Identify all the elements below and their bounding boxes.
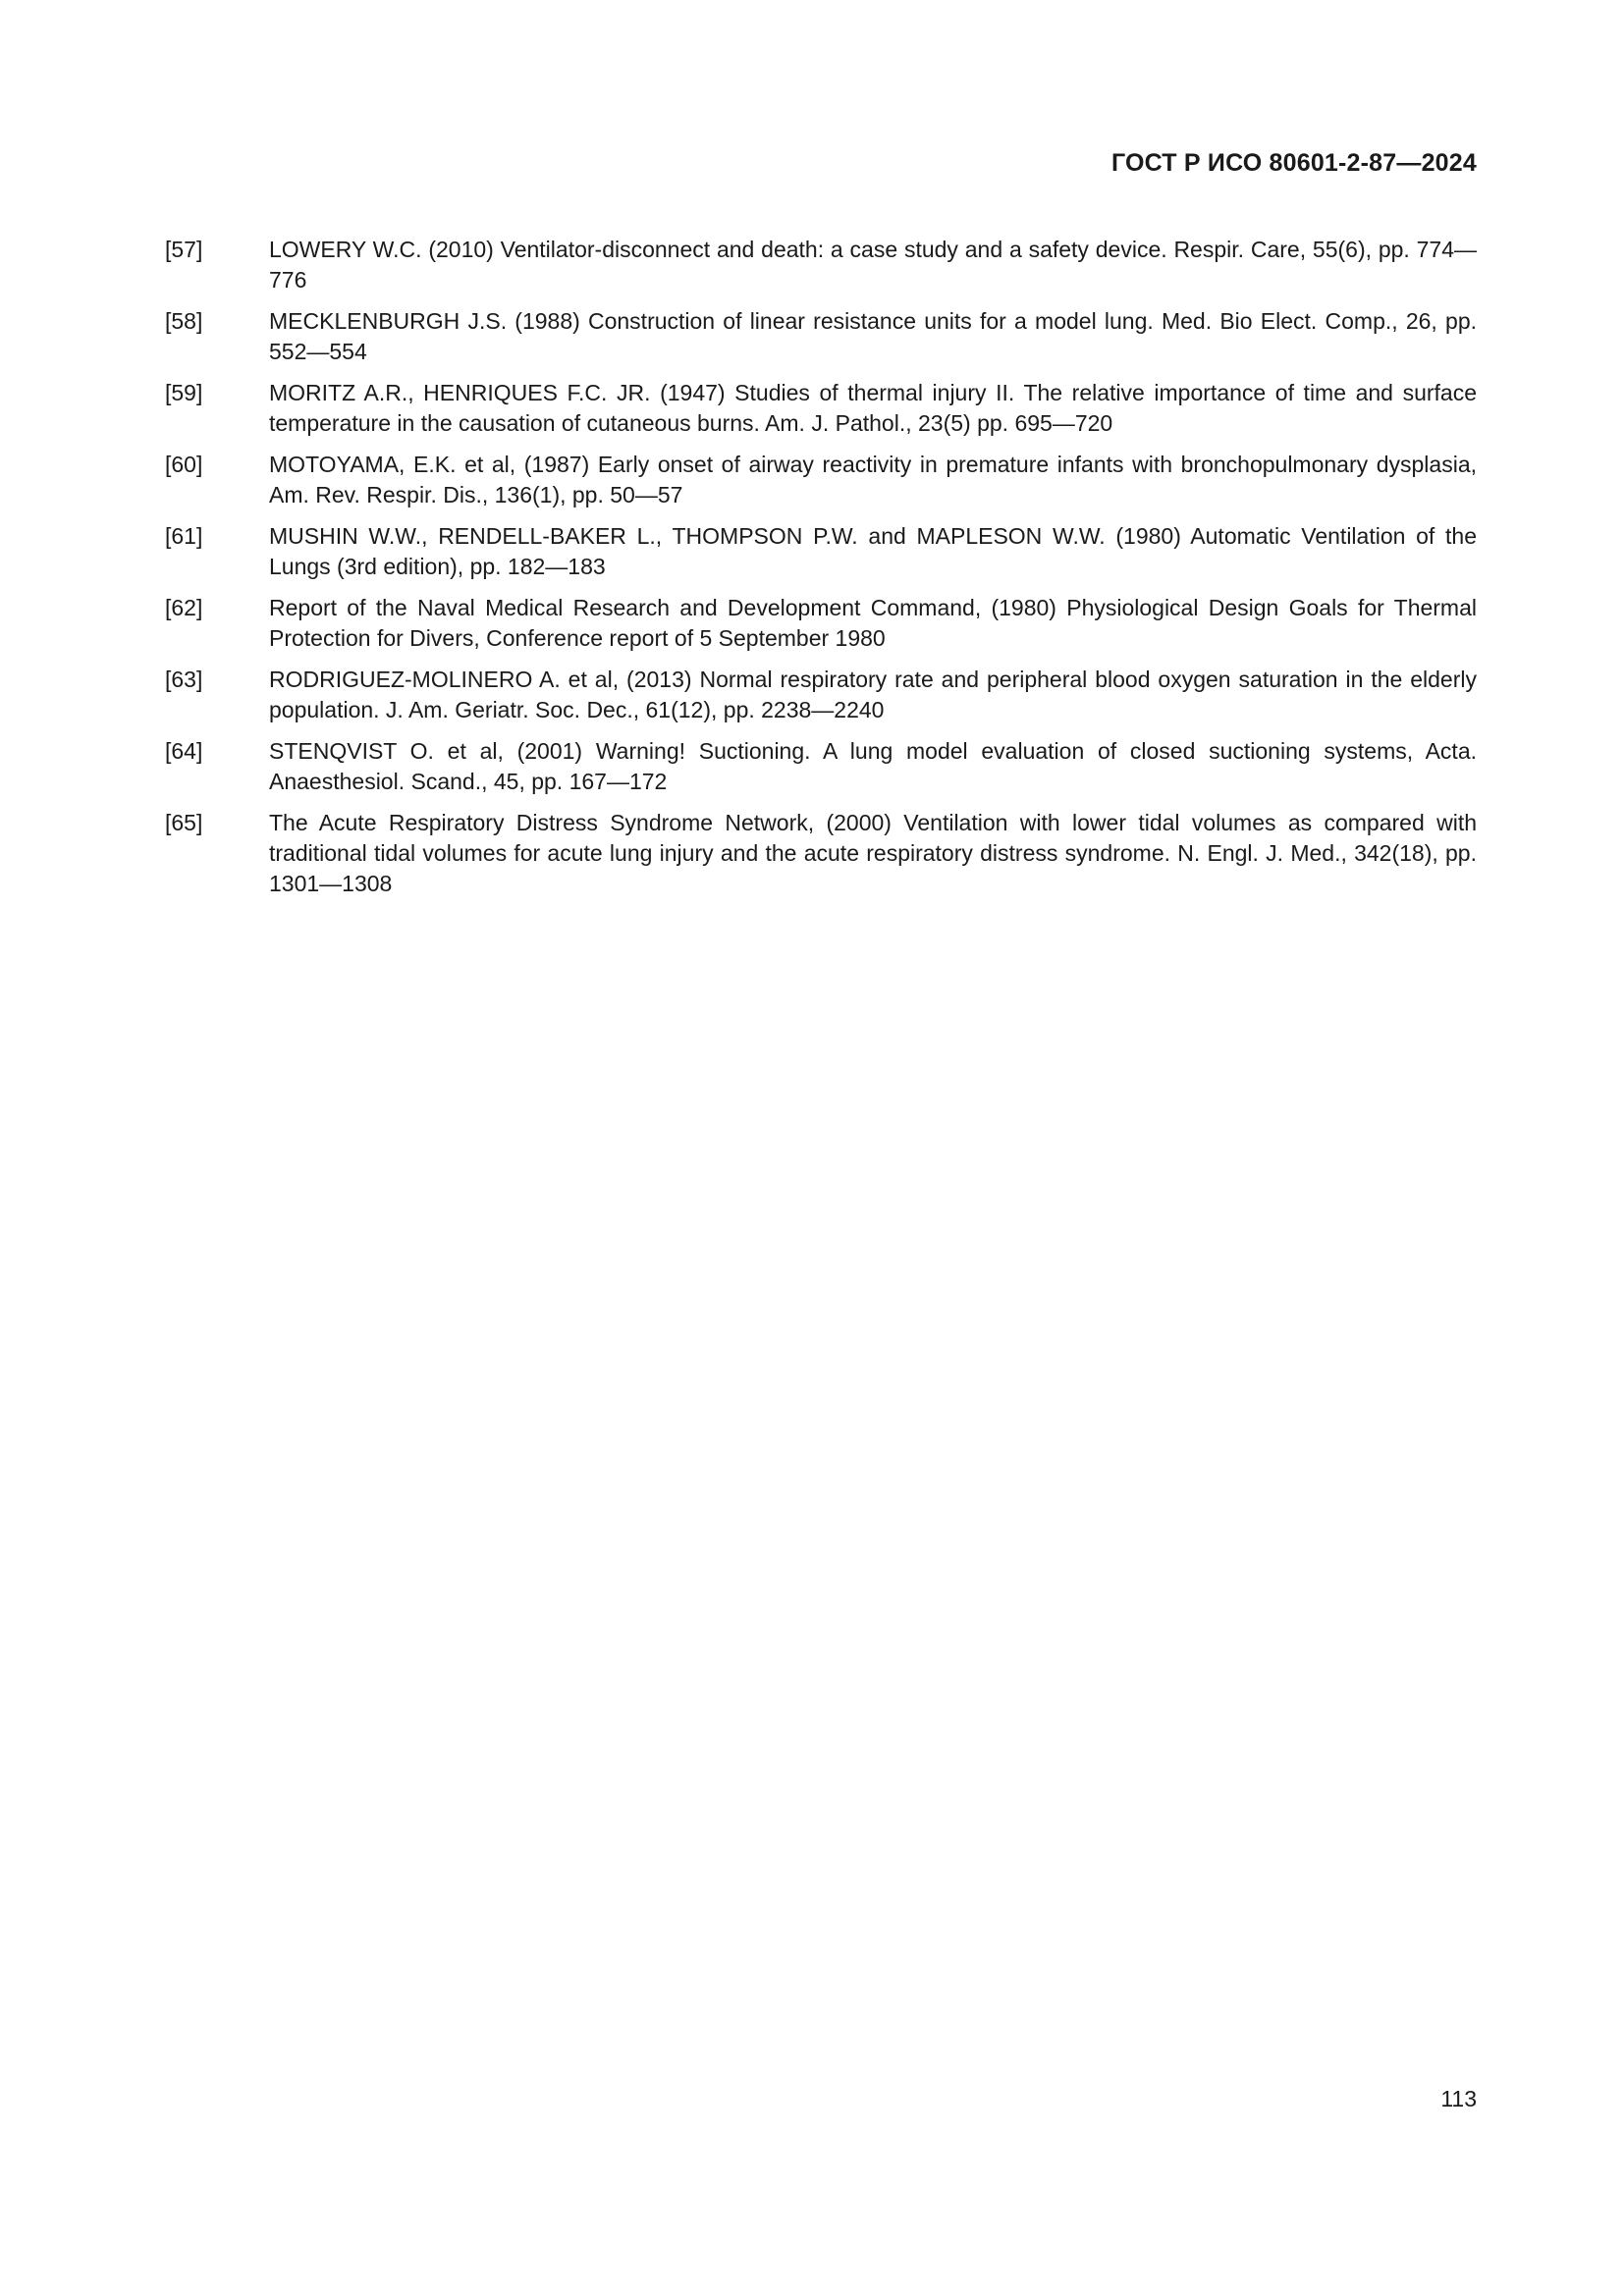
reference-text: STENQVIST O. et al, (2001) Warning! Suctioning. A lung model evaluation of closed suctioning systems, Acta. Anaesthesiol. Scand., 45, pp. 167—172	[269, 738, 1477, 794]
reference-text: MECKLENBURGH J.S. (1988) Construction of linear resistance units for a model lung. Med. Bio Elect. Comp., 26, pp. 552—554	[269, 308, 1477, 364]
reference-item	[165, 736, 1477, 797]
reference-item	[165, 665, 1477, 725]
reference-number: [61]	[165, 523, 203, 549]
reference-item	[165, 808, 1477, 899]
reference-text: MORITZ A.R., HENRIQUES F.C. JR. (1947) Studies of thermal injury II. The relative importance of time and surface temperature in the causation of cutaneous burns. Am. J. Pathol., 23(5) pp. 695—720	[269, 380, 1477, 436]
page-number: 113	[1440, 2086, 1477, 2111]
reference-number: [60]	[165, 452, 203, 477]
document-header: ГОСТ Р ИСО 80601-2-87—2024	[1110, 149, 1477, 177]
reference-text: Report of the Naval Medical Research and Development Command, (1980) Physiological Design Goals for Thermal Protection for Divers, Conference report of 5 September 1980	[269, 595, 1477, 651]
reference-number: [59]	[165, 380, 203, 405]
reference-item	[165, 306, 1477, 367]
reference-item	[165, 450, 1477, 510]
reference-number: [63]	[165, 667, 203, 692]
bibliography-list	[165, 235, 1477, 910]
reference-text: LOWERY W.C. (2010) Ventilator-disconnect and death: a case study and a safety device. Respir. Care, 55(6), pp. 774—776	[269, 237, 1477, 293]
reference-number: [62]	[165, 595, 203, 620]
reference-item	[165, 235, 1477, 295]
reference-text: MOTOYAMA, E.K. et al, (1987) Early onset of airway reactivity in premature infants with bronchopulmonary dysplasia, Am. Rev. Respir. Dis., 136(1), pp. 50—57	[269, 452, 1477, 507]
reference-item	[165, 593, 1477, 654]
reference-item	[165, 521, 1477, 582]
reference-number: [65]	[165, 810, 203, 835]
reference-text: The Acute Respiratory Distress Syndrome Network, (2000) Ventilation with lower tidal volumes as compared with traditional tidal volumes for acute lung injury and the acute respiratory distress syndrome. N. Engl. J. Med., 342(18), pp. 1301—1308	[269, 810, 1477, 896]
reference-text: MUSHIN W.W., RENDELL-BAKER L., THOMPSON P.W. and MAPLESON W.W. (1980) Automatic Ventilation of the Lungs (3rd edition), pp. 182—183	[269, 523, 1477, 579]
reference-number: [57]	[165, 237, 203, 262]
reference-item	[165, 378, 1477, 439]
reference-number: [64]	[165, 738, 203, 764]
reference-text: RODRIGUEZ-MOLINERO A. et al, (2013) Normal respiratory rate and peripheral blood oxygen saturation in the elderly population. J. Am. Geriatr. Soc. Dec., 61(12), pp. 2238—2240	[269, 667, 1477, 722]
reference-number: [58]	[165, 308, 203, 334]
